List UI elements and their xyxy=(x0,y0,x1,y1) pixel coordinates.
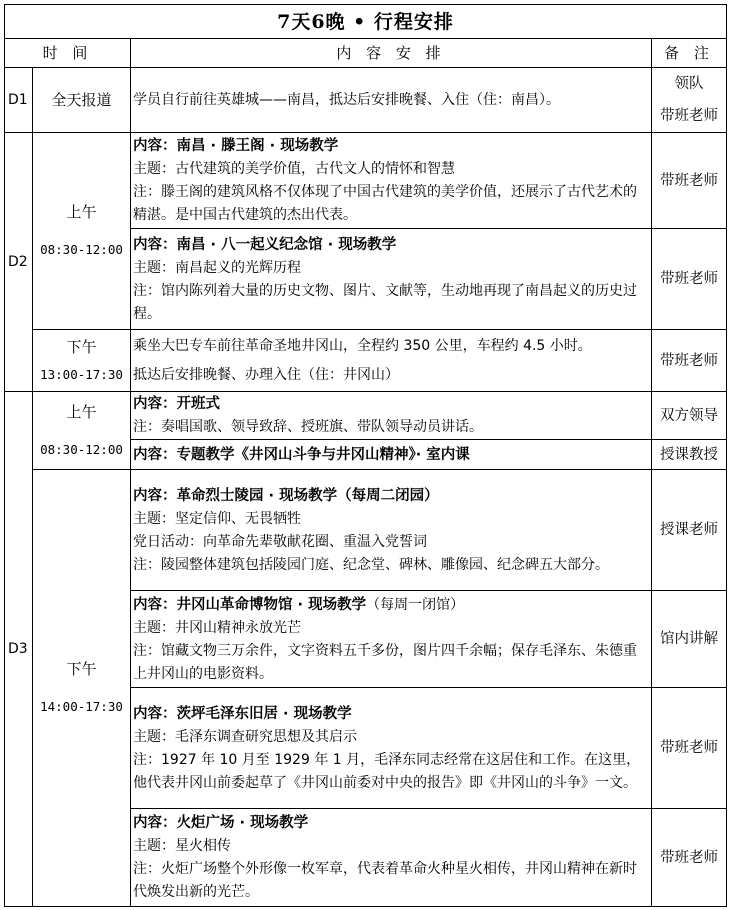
d3-morning-hours: 08:30-12:00 xyxy=(40,441,123,457)
d2-item-1-heading: 内容：南昌 · 滕王阁 · 现场教学 xyxy=(133,138,339,154)
d3-item-5-note: 注：1927 年 10 月至 1929 年 1 月，毛泽东同志经常在这居住和工作。在这里，他代表井冈山前委起草了《井冈山前委对中央的报告》即《井冈山的斗争》一文。 xyxy=(133,751,641,791)
header-content: 内 容 安 排 xyxy=(131,39,652,68)
d3-item-4-heading-line xyxy=(133,594,649,617)
itinerary-table xyxy=(4,4,727,907)
d3-item-4-theme: 主题：井冈山精神永放光芒 xyxy=(133,619,301,636)
d3-item-1-remark: 双方领导 xyxy=(652,392,727,440)
header-note: 备 注 xyxy=(652,39,727,68)
d3-afternoon-hours: 14:00-17:30 xyxy=(40,699,123,714)
d3-morning-label: 上午 xyxy=(66,402,97,421)
d3-item-4-note: 注：馆藏文物三万余件，文字资料五千多份，图片四千余幅；保存毛泽东、朱德重上井冈山的电影资料。 xyxy=(133,642,637,682)
d3-item-3-heading: 内容：革命烈士陵园 · 现场教学（每周二闭园） xyxy=(133,487,439,504)
d3-item-1 xyxy=(131,392,652,440)
day-label-d3: D3 xyxy=(5,392,33,907)
d1-remark-line1: 领队 xyxy=(674,76,704,92)
itinerary-title: 7天6晚 • 行程安排 xyxy=(5,5,727,39)
d3-item-3-note: 注：陵园整体建筑包括陵园门庭、纪念堂、碑林、雕像园、纪念碑五大部分。 xyxy=(133,556,609,573)
d2-item-1-remark: 带班老师 xyxy=(652,133,727,229)
d2-item-1-theme: 主题：古代建筑的美学价值，古代文人的情怀和智慧 xyxy=(133,161,455,177)
d3-item-2-heading: 内容：专题教学《井冈山斗争与井冈山精神》· 室内课 xyxy=(133,446,470,463)
d3-item-3 xyxy=(131,470,652,591)
d3-item-3-activity: 党日活动：向革命先辈敬献花圈、重温入党誓词 xyxy=(133,533,427,550)
d2-afternoon-time xyxy=(33,330,131,392)
d1-remark-line2: 带班老师 xyxy=(660,108,718,124)
d3-item-1-heading: 内容：开班式 xyxy=(133,396,220,412)
d2-item-1 xyxy=(131,133,652,229)
d2-morning-hours: 08:30-12:00 xyxy=(40,242,123,257)
d3-item-4-remark: 馆内讲解 xyxy=(652,591,727,688)
d3-item-5-heading: 内容：茨坪毛泽东旧居 · 现场教学 xyxy=(133,705,352,722)
d1-content: 学员自行前往英雄城——南昌，抵达后安排晚餐、入住（住：南昌）。 xyxy=(131,68,652,133)
d2-afternoon-label: 下午 xyxy=(66,337,97,356)
d3-item-2-remark: 授课教授 xyxy=(652,440,727,470)
d3-morning-time xyxy=(33,392,131,470)
d2-item-3-line2: 抵达后安排晚餐、办理入住（住：井冈山） xyxy=(133,367,399,383)
d3-afternoon-label: 下午 xyxy=(66,660,97,678)
d3-item-3-remark: 授课老师 xyxy=(652,470,727,591)
day-label-d2: D2 xyxy=(5,133,33,392)
d2-item-2-note: 注：馆内陈列着大量的历史文物、图片、文献等，生动地再现了南昌起义的历史过程。 xyxy=(133,282,637,322)
d3-item-4-heading: 内容：井冈山革命博物馆 · 现场教学 xyxy=(133,596,367,613)
d3-item-6 xyxy=(131,809,652,907)
d2-item-1-note: 注：滕王阁的建筑风格不仅体现了中国古代建筑的美学价值，还展示了古代艺术的精湛。是中国古代建筑的杰出代表。 xyxy=(133,184,637,223)
d3-item-5 xyxy=(131,688,652,809)
header-time: 时 间 xyxy=(5,39,131,68)
d2-item-3-line1: 乘坐大巴专车前往革命圣地井冈山，全程约 350 公里，车程约 4.5 小时。 xyxy=(133,338,592,354)
d3-item-1-note: 注：奏唱国歌、领导致辞、授班旗、带队领导动员讲话。 xyxy=(133,419,483,435)
d2-item-3-remark: 带班老师 xyxy=(652,330,727,392)
d2-item-2-theme: 主题：南昌起义的光辉历程 xyxy=(133,259,301,276)
d2-morning-time xyxy=(33,133,131,330)
day-label-d1: D1 xyxy=(5,68,33,133)
d3-item-6-theme: 主题：星火相传 xyxy=(133,838,231,854)
d3-afternoon-time xyxy=(33,470,131,907)
d3-item-4 xyxy=(131,591,652,688)
d3-item-4-heading-suffix: （每周一闭馆） xyxy=(366,596,465,613)
d2-morning-label: 上午 xyxy=(66,203,97,221)
d3-item-6-remark: 带班老师 xyxy=(652,809,727,907)
d2-item-2-heading: 内容：南昌 · 八一起义纪念馆 · 现场教学 xyxy=(133,236,397,253)
d3-item-5-remark: 带班老师 xyxy=(652,688,727,809)
d1-remark xyxy=(652,68,727,133)
d3-item-5-theme: 主题：毛泽东调查研究思想及其启示 xyxy=(133,728,357,745)
d2-item-2-remark: 带班老师 xyxy=(652,229,727,330)
d1-time: 全天报道 xyxy=(33,68,131,133)
d2-item-3 xyxy=(131,330,652,392)
d3-item-2 xyxy=(131,440,652,470)
d2-item-2 xyxy=(131,229,652,330)
d3-item-6-heading: 内容：火炬广场 · 现场教学 xyxy=(133,815,309,831)
d2-afternoon-hours: 13:00-17:30 xyxy=(40,366,123,382)
d3-item-3-theme: 主题：坚定信仰、无畏牺牲 xyxy=(133,510,301,527)
d3-item-6-note: 注：火炬广场整个外形像一枚军章，代表着革命火种星火相传，井冈山精神在新时代焕发出新的光芒。 xyxy=(133,861,637,900)
